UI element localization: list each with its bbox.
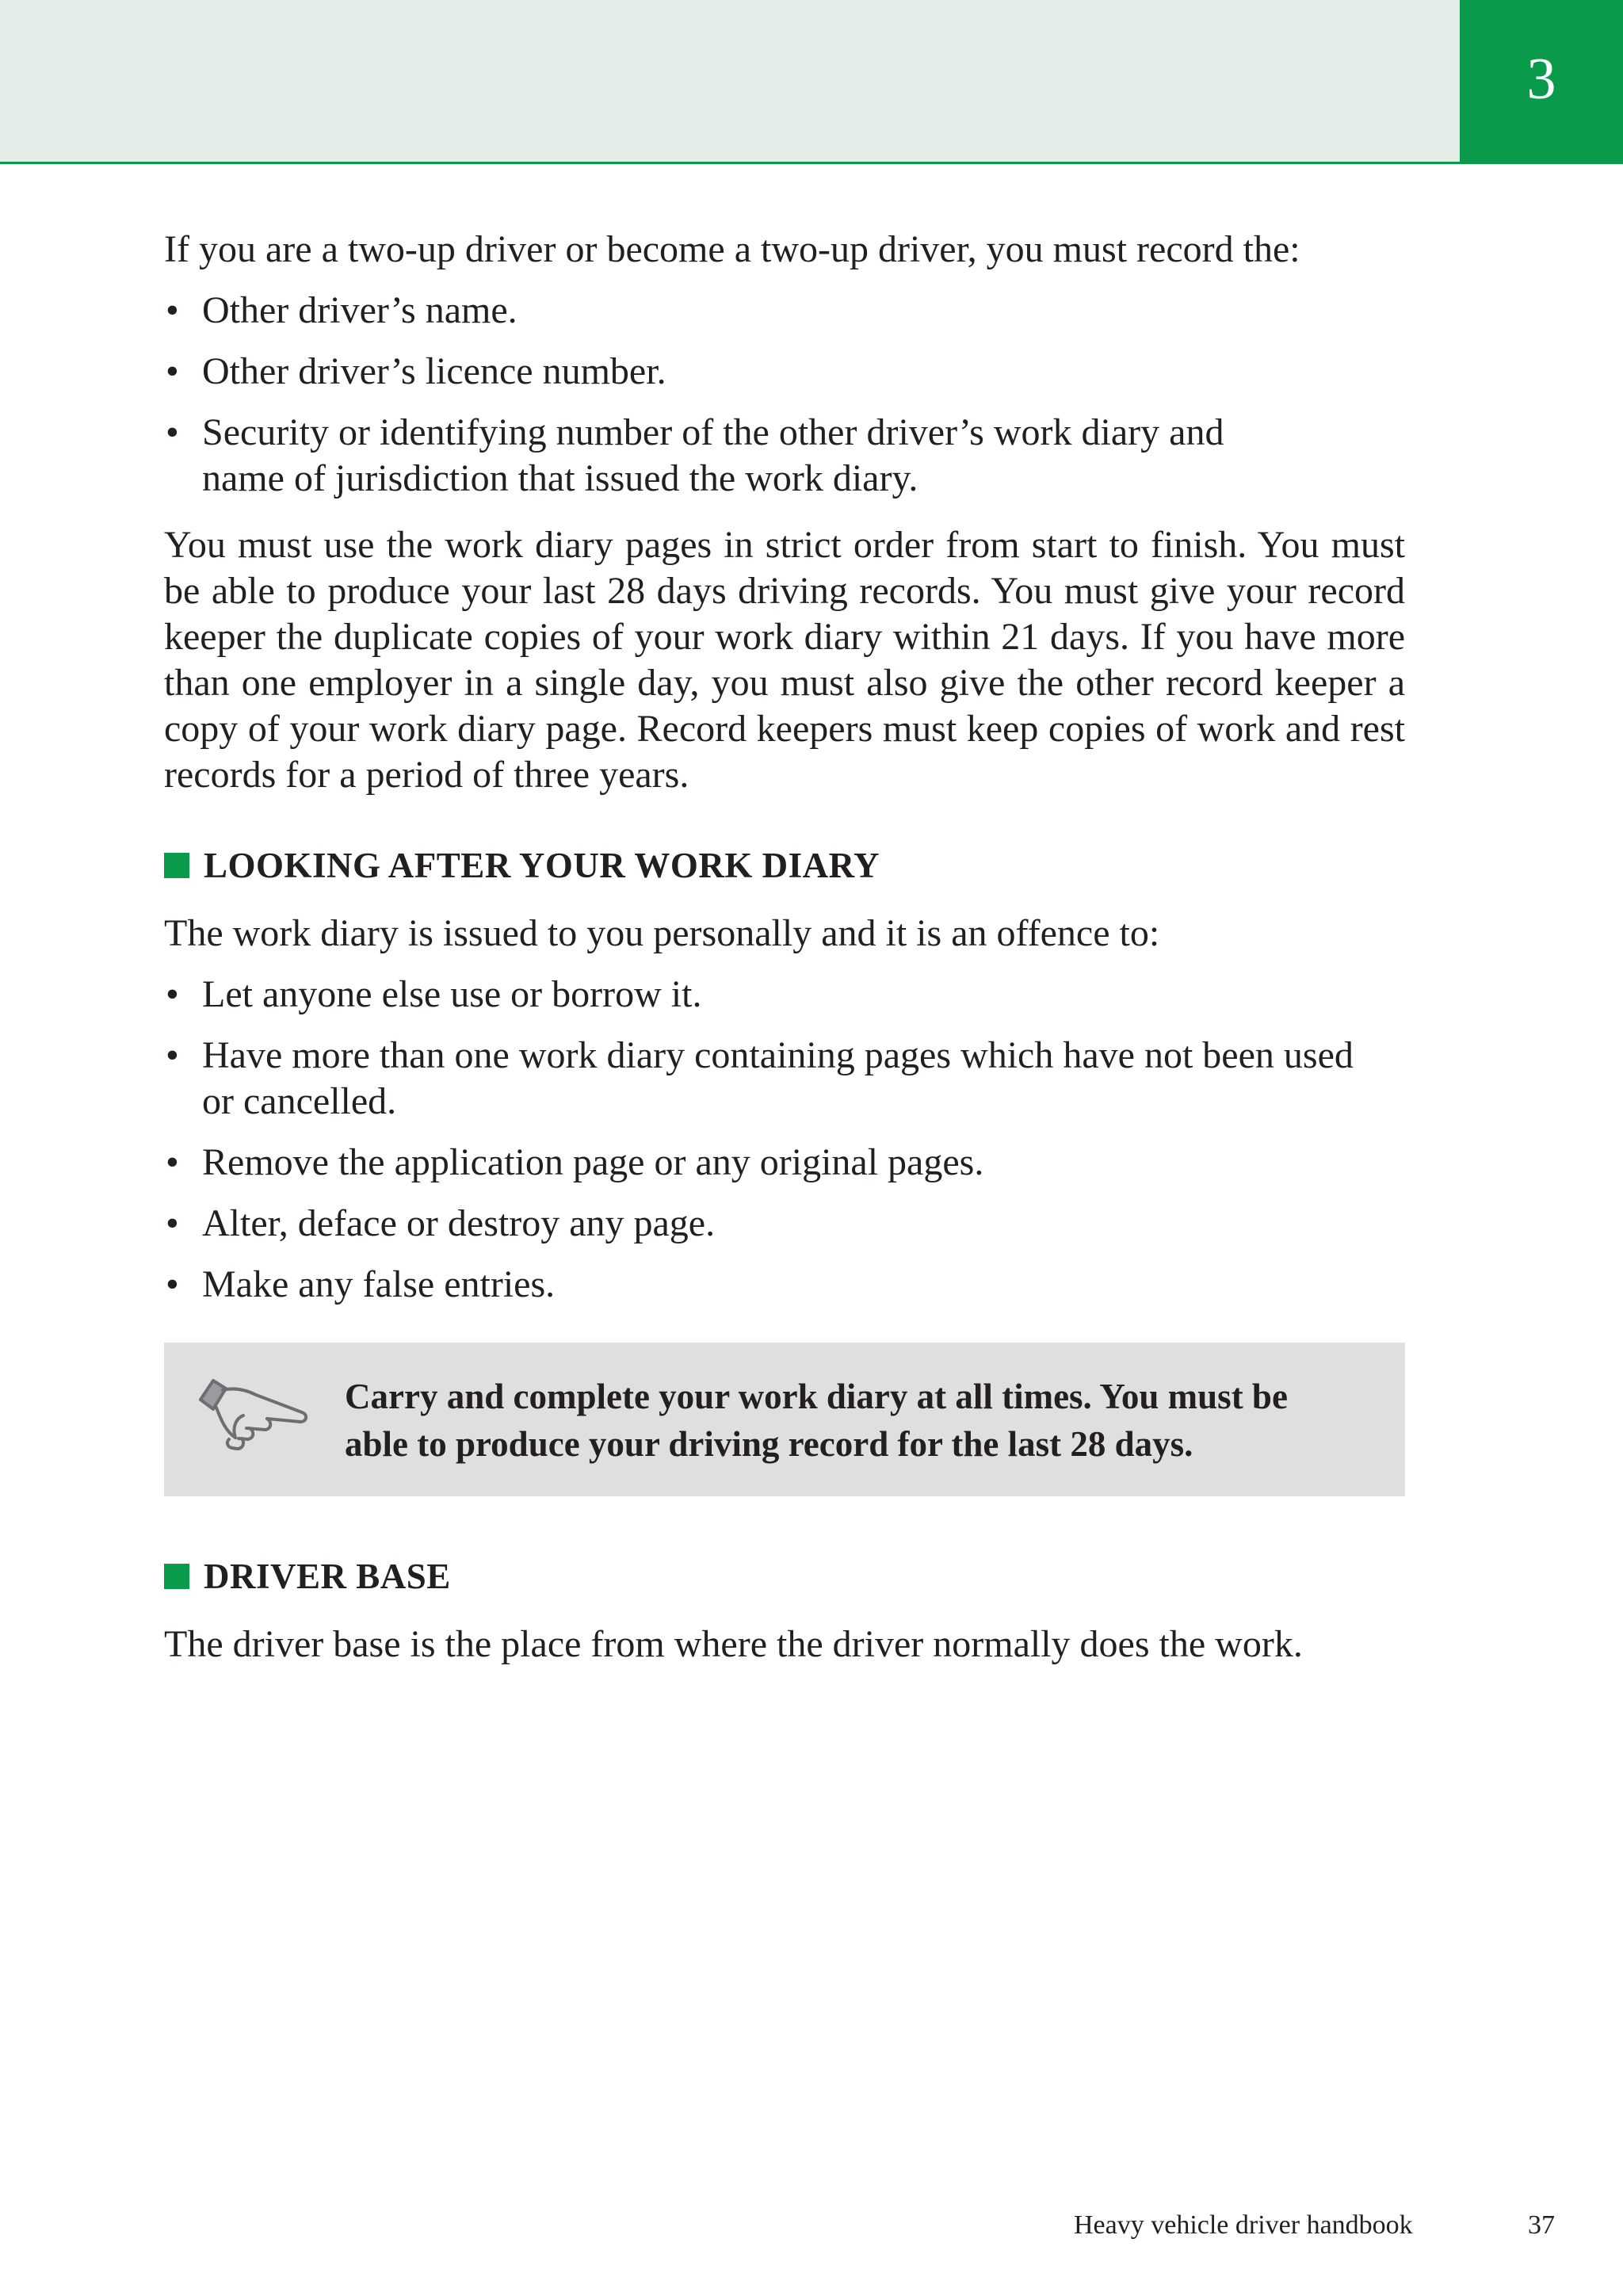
list-item-text: Make any false entries. [202,1263,556,1305]
section-heading-driver-base [164,1553,1405,1599]
important-note-box [164,1343,1405,1496]
header-rule [0,162,1623,164]
list-item [164,1262,1405,1308]
bullet-icon: • [166,973,179,1015]
list-item-text: Other driver’s licence number. [202,350,666,392]
list-item [164,410,1405,502]
list-item [164,1201,1405,1247]
page-content [164,227,1405,1668]
bullet-icon: • [166,1141,179,1183]
note-text: Carry and complete your work diary at all times. You must be able to produce your driving record for the last 28 days. [345,1377,1288,1464]
section-heading-looking-after [164,842,1405,888]
heading-square-icon [164,1564,189,1589]
list-item [164,1033,1405,1125]
list-item [164,349,1405,395]
heading-text: LOOKING AFTER YOUR WORK DIARY [204,846,880,885]
bullet-icon: • [166,289,179,331]
footer-title: Heavy vehicle driver handbook [1074,2210,1413,2240]
chapter-number: 3 [1526,47,1556,112]
list-item [164,972,1405,1018]
bullet-icon: • [166,1263,179,1305]
offence-intro: The work diary is issued to you personally and it is an offence to: [164,912,1160,954]
chapter-number-tab [1460,0,1623,163]
bullet-icon: • [166,1202,179,1244]
pointing-hand-icon [194,1373,313,1455]
heading-square-icon [164,853,189,878]
list-item [164,1140,1405,1186]
list-item-text: Remove the application page or any original pages. [202,1141,984,1183]
bullet-icon: • [166,411,179,453]
work-diary-rules-paragraph: You must use the work diary pages in strict order from start to finish. You must be able to produce your last 28 days driving records. You must give your record keeper the duplicate copies of your work diary within 21 days. If you have more than one employer in a single day, you must also give the other record keeper a copy of your work diary page. Record keepers must keep copies of work and rest records for a period of three years. [164,524,1405,796]
list-item-text: Other driver’s name. [202,289,517,331]
two-up-intro: If you are a two-up driver or become a two-up driver, you must record the: [164,228,1300,270]
bullet-icon: • [166,350,179,392]
list-item [164,288,1405,334]
list-item-text: Security or identifying number of the other driver’s work diary and name of jurisdiction that issued the work diary. [202,411,1224,499]
header-banner [0,0,1460,162]
list-item-text: Let anyone else use or borrow it. [202,973,702,1015]
list-item-text: Have more than one work diary containing pages which have not been used or cancelled. [202,1034,1354,1122]
heading-text: DRIVER BASE [204,1557,451,1596]
driver-base-paragraph: The driver base is the place from where the driver normally does the work. [164,1623,1303,1665]
page-number: 37 [1528,2210,1555,2240]
list-item-text: Alter, deface or destroy any page. [202,1202,716,1244]
two-up-bullet-list [164,288,1405,502]
bullet-icon: • [166,1034,179,1076]
offence-bullet-list [164,972,1405,1308]
